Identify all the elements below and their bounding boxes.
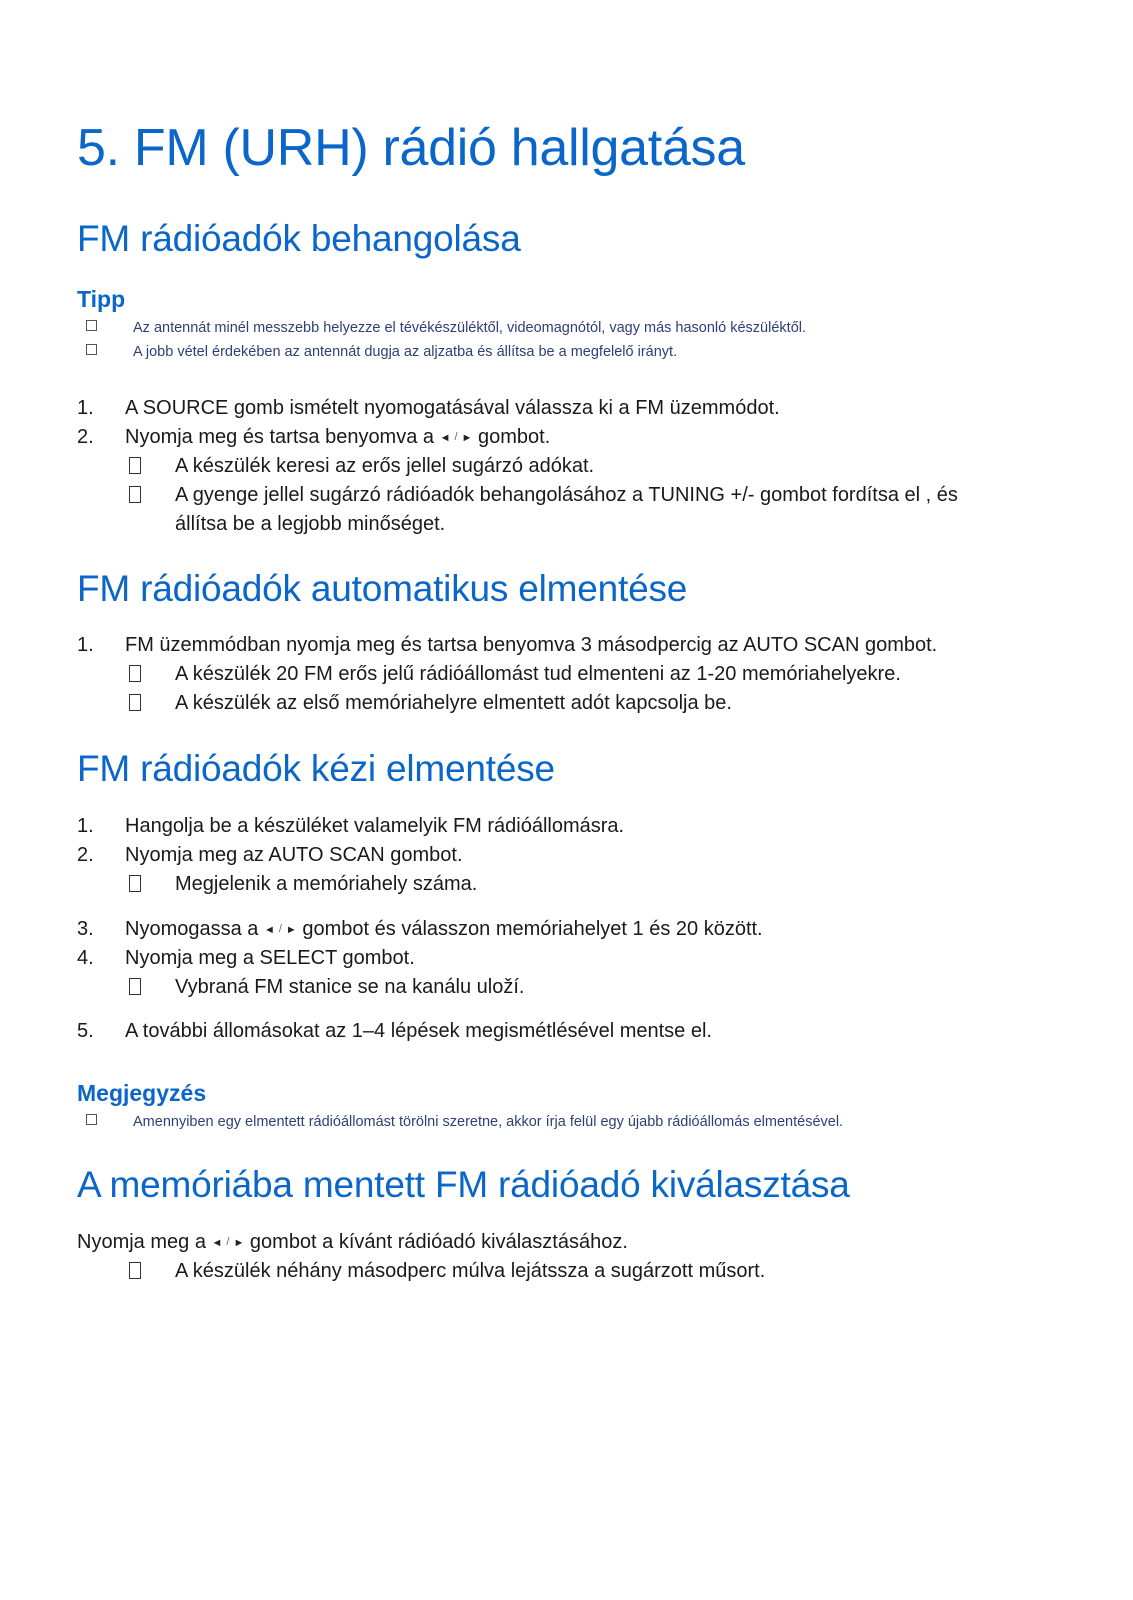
- left-arrow-icon: ◄: [263, 924, 275, 936]
- section-heading-auto-save: FM rádióadók automatikus elmentése: [77, 568, 688, 609]
- sub-list-item: A készülék keresi az erős jellel sugárzó adókat.: [129, 455, 169, 481]
- list-item: 1. A SOURCE gomb ismételt nyomogatásával válassza ki a FM üzemmódot.: [77, 397, 780, 419]
- list-item: 2. Nyomja meg az AUTO SCAN gombot.: [77, 844, 463, 866]
- note-heading: Megjegyzés: [77, 1080, 207, 1106]
- sub-list-item: A készülék 20 FM erős jelű rádióállomást tud elmenteni az 1-20 memóriahelyekre.: [129, 663, 169, 689]
- page-title: 5. FM (URH) rádió hallgatása: [77, 119, 745, 177]
- list-item: 3. Nyomogassa a ◄ / ► gombot és válasszon memóriahelyet 1 és 20 között.: [77, 918, 763, 940]
- list-item: 4. Nyomja meg a SELECT gombot.: [77, 947, 415, 969]
- tip-heading: Tipp: [77, 286, 126, 312]
- square-bullet-icon: [129, 875, 141, 892]
- checkbox-bullet-icon: [86, 320, 97, 331]
- right-arrow-icon: ►: [461, 432, 473, 444]
- sub-list-item-continuation: állítsa be a legjobb minőséget.: [175, 513, 446, 535]
- square-bullet-icon: [129, 457, 141, 474]
- left-arrow-icon: ◄: [439, 432, 451, 444]
- tip-item: A jobb vétel érdekében az antennát dugja az aljzatba és állítsa be a megfelelő irányt.: [86, 344, 677, 360]
- sub-list-item: A gyenge jellel sugárzó rádióadók behangolásához a TUNING +/- gombot fordítsa el , és: [129, 484, 169, 510]
- square-bullet-icon: [129, 486, 141, 503]
- checkbox-bullet-icon: [86, 344, 97, 355]
- checkbox-bullet-icon: [86, 1114, 97, 1125]
- sub-list-item: A készülék az első memóriahelyre elmentett adót kapcsolja be.: [129, 692, 169, 718]
- square-bullet-icon: [129, 694, 141, 711]
- square-bullet-icon: [129, 665, 141, 682]
- list-item: 5. A további állomásokat az 1–4 lépések megismétlésével mentse el.: [77, 1020, 712, 1042]
- sub-list-item: Vybraná FM stanice se na kanálu uloží.: [129, 976, 169, 1002]
- sub-list-item: A készülék néhány másodperc múlva lejátssza a sugárzott műsort.: [129, 1260, 169, 1286]
- list-item: 1. Hangolja be a készüléket valamelyik FM rádióállomásra.: [77, 815, 625, 837]
- section-heading-select: A memóriába mentett FM rádióadó kiválasztása: [77, 1164, 850, 1205]
- square-bullet-icon: [129, 978, 141, 995]
- section-heading-manual-save: FM rádióadók kézi elmentése: [77, 748, 555, 789]
- note-item: Amennyiben egy elmentett rádióállomást törölni szeretne, akkor írja felül egy újabb rádióállomás elmentésével.: [86, 1114, 843, 1130]
- list-item: 2. Nyomja meg és tartsa benyomva a ◄ / ► gombot.: [77, 426, 551, 448]
- right-arrow-icon: ►: [233, 1237, 245, 1249]
- square-bullet-icon: [129, 1262, 141, 1279]
- sub-list-item: Megjelenik a memóriahely száma.: [129, 873, 169, 899]
- tip-item: Az antennát minél messzebb helyezze el tévékészüléktől, videomagnótól, vagy más hasonló készüléktől.: [86, 320, 806, 336]
- left-arrow-icon: ◄: [211, 1237, 223, 1249]
- paragraph: Nyomja meg a ◄ / ► gombot a kívánt rádióadó kiválasztásához.: [77, 1231, 628, 1253]
- list-item: 1. FM üzemmódban nyomja meg és tartsa benyomva 3 másodpercig az AUTO SCAN gombot.: [77, 634, 938, 656]
- right-arrow-icon: ►: [285, 924, 297, 936]
- section-heading-tuning: FM rádióadók behangolása: [77, 218, 521, 259]
